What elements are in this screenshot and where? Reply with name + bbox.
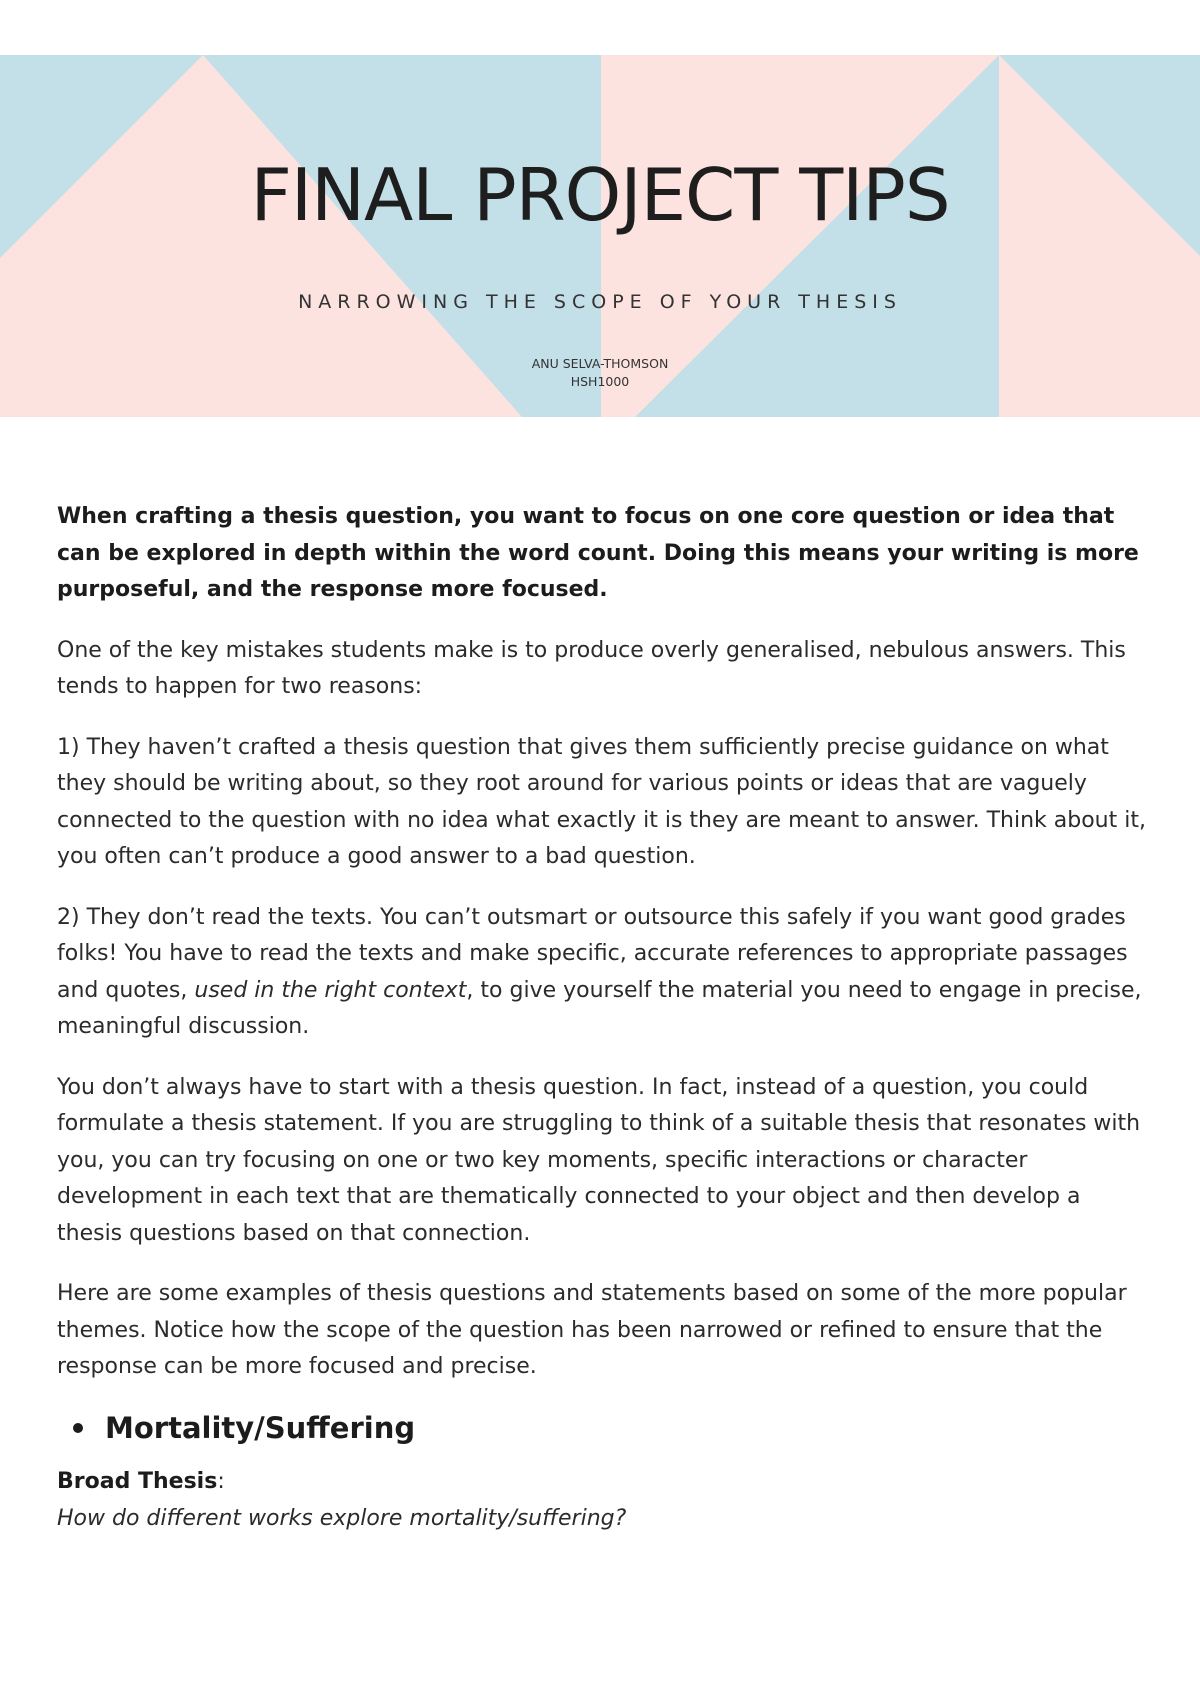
document-body	[57, 499, 1147, 1537]
broad-thesis-colon: :	[217, 1469, 225, 1494]
bullet-heading: Mortality/Suffering	[105, 1410, 416, 1445]
paragraph-examples: Here are some examples of thesis questions and statements based on some of the more popular themes. Notice how the scope of the question has been narrowed or refined to ensure that the response can be more focused and precise.	[57, 1281, 1127, 1379]
author-name: ANU SELVA-THOMSON	[531, 356, 669, 371]
reason-2-text-a: 2) They don’t read the texts. You can’t outsmart or outsource this safely if you want good grades folks! You have to read the texts and make specific, accurate references to appropriate passages and quotes,	[57, 904, 1128, 1003]
page-subtitle: NARROWING THE SCOPE OF YOUR THESIS	[298, 291, 902, 313]
author-block	[0, 355, 1200, 391]
course-code: HSH1000	[570, 374, 630, 389]
reason-2-text-b: , to give yourself the material you need to engage in precise, meaningful discussion.	[57, 977, 1142, 1039]
broad-thesis	[57, 1464, 1147, 1501]
page-title: FINAL PROJECT TIPS	[250, 153, 950, 237]
broad-thesis-label: Broad Thesis	[57, 1469, 218, 1494]
paragraph-reason-1: 1) They haven’t crafted a thesis question that gives them sufficiently precise guidance on what they should be writing about, so they root around for various points or ideas that are vaguely connected to the question with no idea what exactly it is they are meant to answer. Think about it, you often can’t produce a good answer to a bad question.	[57, 734, 1146, 869]
lead-paragraph: When crafting a thesis question, you want to focus on one core question or idea that can be explored in depth within the word count. Doing this means your writing is more purposeful, and the response more focused.	[57, 504, 1139, 602]
header-banner	[0, 55, 1200, 417]
reason-2-emphasis: used in the right context	[194, 977, 467, 1003]
bullet-dot-icon	[73, 1423, 83, 1433]
bullet-item	[57, 1410, 1147, 1447]
paragraph-intro: One of the key mistakes students make is to produce overly generalised, nebulous answers. This tends to happen for two reasons:	[57, 637, 1126, 699]
paragraph-thesis-statement: You don’t always have to start with a thesis question. In fact, instead of a question, you could formulate a thesis statement. If you are struggling to think of a suitable thesis that resonates with you, you can try focusing on one or two key moments, specific interactions or character development in each text that are thematically connected to your object and then develop a thesis questions based on that connection.	[57, 1074, 1141, 1246]
broad-thesis-question: How do different works explore mortality/suffering?	[57, 1505, 627, 1531]
paragraph-reason-2	[57, 900, 1147, 1046]
